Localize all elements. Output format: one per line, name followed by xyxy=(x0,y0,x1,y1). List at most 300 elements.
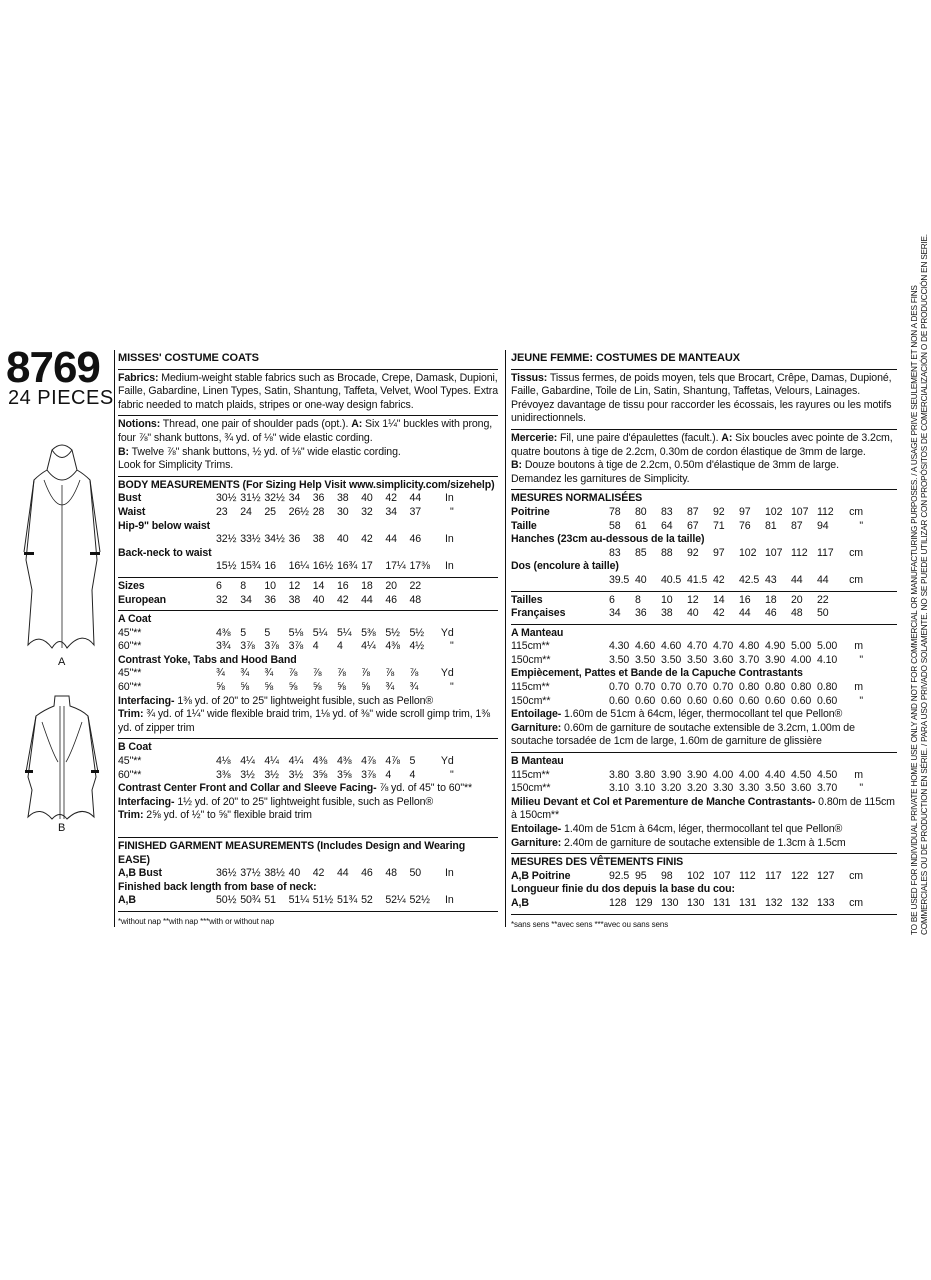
divider xyxy=(511,914,897,915)
table-cell: 32 xyxy=(361,505,373,518)
unit-label: m xyxy=(854,681,863,694)
table-cell: 5 xyxy=(264,626,271,639)
table-cell: ⅝ xyxy=(288,681,298,694)
table-cell: 0.60 xyxy=(765,694,786,707)
table-cell: ¾ xyxy=(385,681,395,694)
unit-label: " xyxy=(450,640,454,653)
table-cell: 10 xyxy=(264,579,276,592)
table-cell: 5½ xyxy=(409,626,425,639)
table-cell: 38 xyxy=(312,533,325,546)
table-cell: 4 xyxy=(409,768,416,781)
table-cell: 83 xyxy=(661,505,673,518)
table-cell: 102 xyxy=(687,869,705,882)
table-cell: 102 xyxy=(739,546,757,559)
table-cell: ⅝ xyxy=(216,681,225,694)
pieces-count: 24 PIECES xyxy=(8,387,114,409)
table-cell: 52½ xyxy=(409,894,430,907)
table-row xyxy=(511,782,897,796)
table-cell: 38 xyxy=(661,607,673,620)
row-label: A,B xyxy=(118,894,136,907)
table-cell: 3½ xyxy=(288,768,304,781)
table-cell: 97 xyxy=(739,505,751,518)
row-label: 45"** xyxy=(118,755,142,768)
table-cell: 131 xyxy=(739,896,757,909)
table-cell: 87 xyxy=(687,505,699,518)
english-a-trim: Trim: ¾ yd. of 1¼" wide flexible braid trim, 1⅛ yd. of ⅜" wide scroll gimp trim, 1⅜ yd. of zipper trim xyxy=(118,708,490,734)
table-cell: 4⅜ xyxy=(385,640,400,653)
unit-label: In xyxy=(445,533,454,546)
table-cell: 16 xyxy=(264,560,276,573)
table-cell: 51¾ xyxy=(336,894,358,907)
table-cell: 17⅜ xyxy=(409,560,430,573)
table-cell: 22 xyxy=(817,593,829,606)
table-cell: 117 xyxy=(817,546,834,559)
unit-label: In xyxy=(445,894,454,907)
table-cell: 41.5 xyxy=(687,573,708,586)
english-title: MISSES' COSTUME COATS xyxy=(118,352,259,364)
table-cell: 32½ xyxy=(216,533,237,546)
table-cell: 0.60 xyxy=(635,694,656,707)
table-cell: 22 xyxy=(409,579,422,592)
legal-notice xyxy=(904,234,931,935)
table-cell: 92.5 xyxy=(609,869,630,882)
table-cell: 16½ xyxy=(312,560,334,573)
table-cell: 94 xyxy=(817,519,829,532)
row-label: Poitrine xyxy=(511,505,550,518)
legal-notice-line-1: TO BE USED FOR INDIVIDUAL PRIVATE HOME USE ONLY AND NOT FOR COMMERCIAL OR MANUFACTURING PURPOSES. / A USAGE PRIVE SEULEMENT ET NON A DES FINS xyxy=(910,285,919,935)
table-row-label: Hip-9" below waist xyxy=(118,519,211,532)
unit-label: m xyxy=(854,768,863,781)
table-cell: 51½ xyxy=(312,894,334,907)
table-cell: 0.80 xyxy=(791,681,812,694)
table-cell: 3½ xyxy=(240,768,255,781)
row-label: 150cm** xyxy=(511,782,551,795)
table-cell: 5⅛ xyxy=(288,626,304,639)
divider xyxy=(118,369,498,370)
table-cell: 16 xyxy=(336,579,349,592)
table-cell: 0.70 xyxy=(609,681,630,694)
table-row xyxy=(511,547,897,561)
table-cell: ⅞ xyxy=(409,667,419,680)
table-cell: 40 xyxy=(635,573,647,586)
table-cell: 102 xyxy=(765,505,783,518)
english-b-interfacing: Interfacing- 1½ yd. of 20" to 25" lightweight fusible, such as Pellon® xyxy=(118,795,434,808)
table-cell: 42.5 xyxy=(739,573,760,586)
table-cell: 14 xyxy=(312,579,325,592)
table-cell: ⅞ xyxy=(336,667,346,680)
table-cell: 4.40 xyxy=(765,768,786,781)
table-cell: 133 xyxy=(817,896,835,909)
table-row xyxy=(511,640,897,654)
table-cell: 97 xyxy=(713,546,725,559)
table-cell: 132 xyxy=(791,896,809,909)
table-cell: 0.80 xyxy=(817,681,838,694)
unit-label: cm xyxy=(849,869,863,882)
table-row-label: Finished back length from base of neck: xyxy=(118,880,317,893)
divider xyxy=(511,853,897,854)
table-cell: 20 xyxy=(385,579,397,592)
table-cell: 92 xyxy=(687,546,699,559)
table-cell: 107 xyxy=(713,869,731,882)
table-cell: 4¼ xyxy=(361,640,376,653)
table-cell: 0.70 xyxy=(713,681,734,694)
french-a-interfacing: Entoilage- 1.60m de 51cm à 64cm, léger, thermocollant tel que Pellon® xyxy=(511,708,843,721)
table-cell: 3.50 xyxy=(661,653,682,666)
table-cell: 76 xyxy=(739,519,751,532)
table-cell: 33½ xyxy=(240,533,261,546)
table-cell: 42 xyxy=(713,573,725,586)
unit-label: " xyxy=(450,505,454,518)
table-cell: 34 xyxy=(609,607,621,620)
table-cell: 4⅞ xyxy=(361,755,376,768)
table-cell: 40 xyxy=(361,492,373,505)
table-cell: 107 xyxy=(791,505,809,518)
table-cell: 48 xyxy=(409,593,422,606)
french-a-trim: Garniture: 0.60m de garniture de soutache extensible de 3.2cm, 1.00m de soutache torsadée de 1cm de large, 1.60m de garniture de glissière xyxy=(511,721,855,748)
table-cell: 40 xyxy=(336,533,349,546)
french-finished-title: MESURES DES VÊTEMENTS FINIS xyxy=(511,856,684,869)
table-cell: ⅞ xyxy=(312,667,322,680)
table-cell: 37 xyxy=(409,505,422,518)
unit-label: " xyxy=(859,782,863,795)
table-cell: 3⅝ xyxy=(312,768,328,781)
table-cell: 12 xyxy=(288,579,301,592)
row-label: Françaises xyxy=(511,607,566,620)
table-cell: 0.70 xyxy=(635,681,656,694)
table-row-label: Longueur finie du dos depuis la base du cou: xyxy=(511,883,735,896)
table-cell: 4.00 xyxy=(791,653,812,666)
divider xyxy=(511,429,897,430)
french-footnote: *sans sens **avec sens ***avec ou sans sens xyxy=(511,919,669,929)
unit-label: " xyxy=(450,681,454,694)
table-cell: 3.90 xyxy=(765,653,786,666)
table-cell: 25 xyxy=(264,505,276,518)
row-label: 60"** xyxy=(118,768,142,781)
table-cell: 0.80 xyxy=(765,681,786,694)
table-cell: 16 xyxy=(739,593,751,606)
table-cell: 0.80 xyxy=(739,681,760,694)
table-cell: ⅝ xyxy=(240,681,249,694)
view-b-heading: B Coat xyxy=(118,741,152,754)
table-cell: 30½ xyxy=(216,492,237,505)
row-label: European xyxy=(118,593,167,606)
table-row-label: Contrast Yoke, Tabs and Hood Band xyxy=(118,653,297,666)
english-b-trim: Trim: 2⅝ yd. of ½" to ⅝" flexible braid trim xyxy=(118,809,312,822)
table-cell: 5 xyxy=(409,755,416,768)
table-cell: 4⅛ xyxy=(216,755,231,768)
row-label: Taille xyxy=(511,519,537,532)
table-cell: 71 xyxy=(713,519,725,532)
row-label: 60"** xyxy=(118,681,142,694)
view-a-heading: A Manteau xyxy=(511,626,564,639)
table-row-label: Back-neck to waist xyxy=(118,546,212,559)
unit-label: " xyxy=(859,519,863,532)
table-row xyxy=(511,506,897,520)
table-cell: 0.60 xyxy=(713,694,734,707)
table-cell: 20 xyxy=(791,593,803,606)
table-cell: 50 xyxy=(817,607,829,620)
table-cell: 3.50 xyxy=(765,782,786,795)
table-cell: ⅞ xyxy=(385,667,395,680)
table-cell: 15½ xyxy=(216,560,237,573)
row-label: 45"** xyxy=(118,667,142,680)
table-cell: 44 xyxy=(336,867,349,880)
table-row-label: Empiècement, Pattes et Bande de la Capuche Contrastants xyxy=(511,667,803,680)
table-cell: 40 xyxy=(312,593,325,606)
table-cell: 85 xyxy=(635,546,647,559)
table-cell: 107 xyxy=(765,546,783,559)
table-cell: 4.50 xyxy=(791,768,812,781)
table-cell: 3⅞ xyxy=(288,640,304,653)
french-b-contrast: Milieu Devant et Col et Parementure de Manche Contrastants- 0.80m de 115cm à 150cm** xyxy=(511,795,895,822)
table-cell: 131 xyxy=(713,896,731,909)
table-cell: 50¾ xyxy=(240,894,261,907)
pattern-number: 8769 xyxy=(6,343,100,392)
divider xyxy=(511,369,897,370)
table-cell: 4.00 xyxy=(739,768,760,781)
table-cell: 5 xyxy=(240,626,246,639)
table-row xyxy=(511,607,897,621)
table-row xyxy=(118,506,498,520)
table-cell: 3.90 xyxy=(687,768,708,781)
table-cell: 92 xyxy=(713,505,725,518)
french-title: JEUNE FEMME: COSTUMES DE MANTEAUX xyxy=(511,352,740,364)
table-cell: 3½ xyxy=(264,768,279,781)
table-cell: 3.50 xyxy=(635,653,656,666)
view-a-label: A xyxy=(58,656,66,668)
row-label: 115cm** xyxy=(511,640,550,653)
table-cell: 4½ xyxy=(409,640,425,653)
table-cell: 36½ xyxy=(216,867,237,880)
unit-label: In xyxy=(445,560,454,573)
table-cell: 4.60 xyxy=(635,640,656,653)
table-cell: 4 xyxy=(385,768,392,781)
table-cell: 3.50 xyxy=(609,653,630,666)
table-row xyxy=(118,533,498,547)
table-cell: 42 xyxy=(312,867,325,880)
table-cell: 112 xyxy=(817,505,834,518)
table-cell: 34½ xyxy=(264,533,285,546)
table-cell: 44 xyxy=(361,593,373,606)
table-cell: 3.30 xyxy=(713,782,734,795)
table-row xyxy=(511,870,897,884)
table-cell: 4.90 xyxy=(765,640,786,653)
divider xyxy=(511,752,897,753)
table-cell: 38 xyxy=(288,593,301,606)
table-cell: 39.5 xyxy=(609,573,630,586)
table-cell: 3.30 xyxy=(739,782,760,795)
table-cell: 0.60 xyxy=(739,694,760,707)
table-cell: 4⅜ xyxy=(336,755,352,768)
table-cell: 58 xyxy=(609,519,621,532)
table-cell: 16¼ xyxy=(288,560,309,573)
view-b-coat-illustration xyxy=(22,692,102,822)
table-cell: 52 xyxy=(361,894,373,907)
table-cell: ¾ xyxy=(409,681,419,694)
english-footnote: *without nap **with nap ***with or without nap xyxy=(118,916,274,926)
table-cell: 10 xyxy=(661,593,673,606)
table-row xyxy=(511,574,897,588)
table-cell: 40.5 xyxy=(661,573,682,586)
divider xyxy=(118,911,498,912)
row-label: 115cm** xyxy=(511,768,550,781)
table-cell: 3⅞ xyxy=(240,640,255,653)
table-cell: ⅞ xyxy=(288,667,298,680)
english-body-measurements-title: BODY MEASUREMENTS (For Sizing Help Visit www.simplicity.com/sizehelp) xyxy=(118,478,495,491)
table-cell: 44 xyxy=(739,607,751,620)
table-cell: 3.20 xyxy=(687,782,708,795)
table-cell: 3.10 xyxy=(635,782,656,795)
table-cell: 3⅝ xyxy=(336,768,352,781)
table-cell: 38½ xyxy=(264,867,285,880)
table-cell: ⅞ xyxy=(361,667,370,680)
row-label: 60"** xyxy=(118,640,142,653)
table-cell: 3¾ xyxy=(216,640,231,653)
table-cell: 18 xyxy=(361,579,373,592)
table-cell: 4.50 xyxy=(817,768,838,781)
divider xyxy=(118,577,498,578)
table-row xyxy=(511,695,897,709)
table-cell: 4⅞ xyxy=(385,755,400,768)
table-cell: 4¼ xyxy=(288,755,304,768)
table-cell: 80 xyxy=(635,505,647,518)
table-cell: 34 xyxy=(240,593,252,606)
table-cell: 81 xyxy=(765,519,777,532)
table-cell: 17 xyxy=(361,560,373,573)
table-cell: 50½ xyxy=(216,894,237,907)
table-cell: 4.70 xyxy=(687,640,708,653)
french-column xyxy=(511,352,897,931)
table-row xyxy=(118,627,498,641)
table-cell: 4⅜ xyxy=(216,626,231,639)
row-label: 150cm** xyxy=(511,694,551,707)
table-cell: 50 xyxy=(409,867,422,880)
row-label: 150cm** xyxy=(511,653,551,666)
french-notions: Mercerie: Fil, une paire d'épaulettes (facult.). A: Six boucles avec pointe de 3.2cm, quatre boutons à tige de 2.2cm, 0.30m de cordon élastique de 3mm de large. B: Douze boutons à tige de 2.2cm, 0.50m d'élastique de 3mm de large. Demandez les garnitures de Simplicity. xyxy=(511,431,893,485)
row-label: 115cm** xyxy=(511,681,550,694)
table-cell: 95 xyxy=(635,869,647,882)
table-cell: 112 xyxy=(791,546,808,559)
column-separator-left xyxy=(114,350,115,927)
table-cell: 3.70 xyxy=(739,653,760,666)
table-cell: 8 xyxy=(635,593,641,606)
english-finished-title: FINISHED GARMENT MEASUREMENTS (Includes Design and Wearing EASE) xyxy=(118,840,466,866)
table-cell: 117 xyxy=(765,869,782,882)
table-cell: 46 xyxy=(765,607,777,620)
table-cell: 4¼ xyxy=(264,755,279,768)
row-label: 45"** xyxy=(118,626,142,639)
row-label: Tailles xyxy=(511,593,543,606)
table-cell: 67 xyxy=(687,519,699,532)
table-cell: 0.60 xyxy=(817,694,838,707)
french-b-interfacing: Entoilage- 1.40m de 51cm à 64cm, léger, thermocollant tel que Pellon® xyxy=(511,823,843,835)
table-cell: 15¾ xyxy=(240,560,261,573)
table-cell: 129 xyxy=(635,896,653,909)
table-cell: 5¼ xyxy=(336,626,352,639)
table-cell: 51¼ xyxy=(288,894,309,907)
table-cell: 48 xyxy=(791,607,803,620)
view-a-heading: A Coat xyxy=(118,613,152,626)
table-cell: 3⅞ xyxy=(361,768,376,781)
unit-label: m xyxy=(854,640,863,653)
table-cell: 83 xyxy=(609,546,621,559)
divider xyxy=(118,610,498,611)
table-cell: 3.70 xyxy=(817,782,838,795)
table-cell: 5¼ xyxy=(312,626,328,639)
table-cell: 4.00 xyxy=(713,768,734,781)
table-cell: 14 xyxy=(713,593,725,606)
table-cell: 61 xyxy=(635,519,647,532)
english-b-contrast: Contrast Center Front and Collar and Sleeve Facing- ⅞ yd. of 45" to 60"** xyxy=(118,782,473,795)
table-cell: 42 xyxy=(713,607,725,620)
table-cell: 43 xyxy=(765,573,777,586)
table-cell: 38 xyxy=(336,492,349,505)
divider xyxy=(511,489,897,490)
table-cell: 130 xyxy=(661,896,679,909)
table-cell: 3.10 xyxy=(609,782,630,795)
table-cell: 12 xyxy=(687,593,699,606)
table-cell: ⅝ xyxy=(264,681,274,694)
unit-label: In xyxy=(445,867,454,880)
table-cell: 3.90 xyxy=(661,768,682,781)
unit-label: Yd xyxy=(440,667,454,680)
table-cell: 40 xyxy=(687,607,699,620)
table-cell: 4.80 xyxy=(739,640,760,653)
table-cell: 48 xyxy=(385,867,397,880)
divider xyxy=(511,624,897,625)
table-cell: 128 xyxy=(609,896,627,909)
table-cell: 0.60 xyxy=(661,694,682,707)
table-row xyxy=(118,594,498,608)
row-label: A,B Bust xyxy=(118,867,162,880)
table-row-label: Dos (encolure à taille) xyxy=(511,560,619,573)
table-cell: 44 xyxy=(385,533,397,546)
table-row xyxy=(511,681,897,695)
table-cell: 4.10 xyxy=(817,653,838,666)
table-row xyxy=(118,894,498,908)
table-cell: 44 xyxy=(409,492,422,505)
table-cell: 24 xyxy=(240,505,252,518)
table-cell: 4⅜ xyxy=(312,755,328,768)
row-label: Sizes xyxy=(118,579,145,592)
table-cell: 0.60 xyxy=(609,694,630,707)
table-cell: 78 xyxy=(609,505,621,518)
table-cell: 5⅜ xyxy=(361,626,376,639)
unit-label: cm xyxy=(849,896,863,909)
table-cell: 42 xyxy=(336,593,349,606)
table-cell: 16¾ xyxy=(336,560,358,573)
table-cell: 4¼ xyxy=(240,755,255,768)
table-cell: 40 xyxy=(288,867,301,880)
table-cell: 112 xyxy=(739,869,756,882)
table-cell: 51 xyxy=(264,894,276,907)
table-cell: 4 xyxy=(336,640,343,653)
table-cell: 3.60 xyxy=(791,782,812,795)
table-cell: 44 xyxy=(817,573,829,586)
table-row xyxy=(511,520,897,534)
table-cell: 31½ xyxy=(240,492,261,505)
table-cell: 6 xyxy=(216,579,222,592)
english-notions: Notions: Thread, one pair of shoulder pads (opt.). A: Six 1¼" buckles with prong, four ⅞" shank buttons, ¾ yd. of ⅛" wide elastic cording. B: Twelve ⅞" shank buttons, ½ yd. of ⅛" wide elastic cording. Look for Simplicity Trims. xyxy=(118,418,493,472)
table-cell: ⅝ xyxy=(361,681,370,694)
unit-label: " xyxy=(859,653,863,666)
table-cell: 3.80 xyxy=(635,768,656,781)
unit-label: In xyxy=(445,492,454,505)
table-cell: 64 xyxy=(661,519,673,532)
table-cell: 3⅞ xyxy=(264,640,279,653)
view-a-coat-illustration xyxy=(22,440,102,655)
table-row xyxy=(511,897,897,911)
